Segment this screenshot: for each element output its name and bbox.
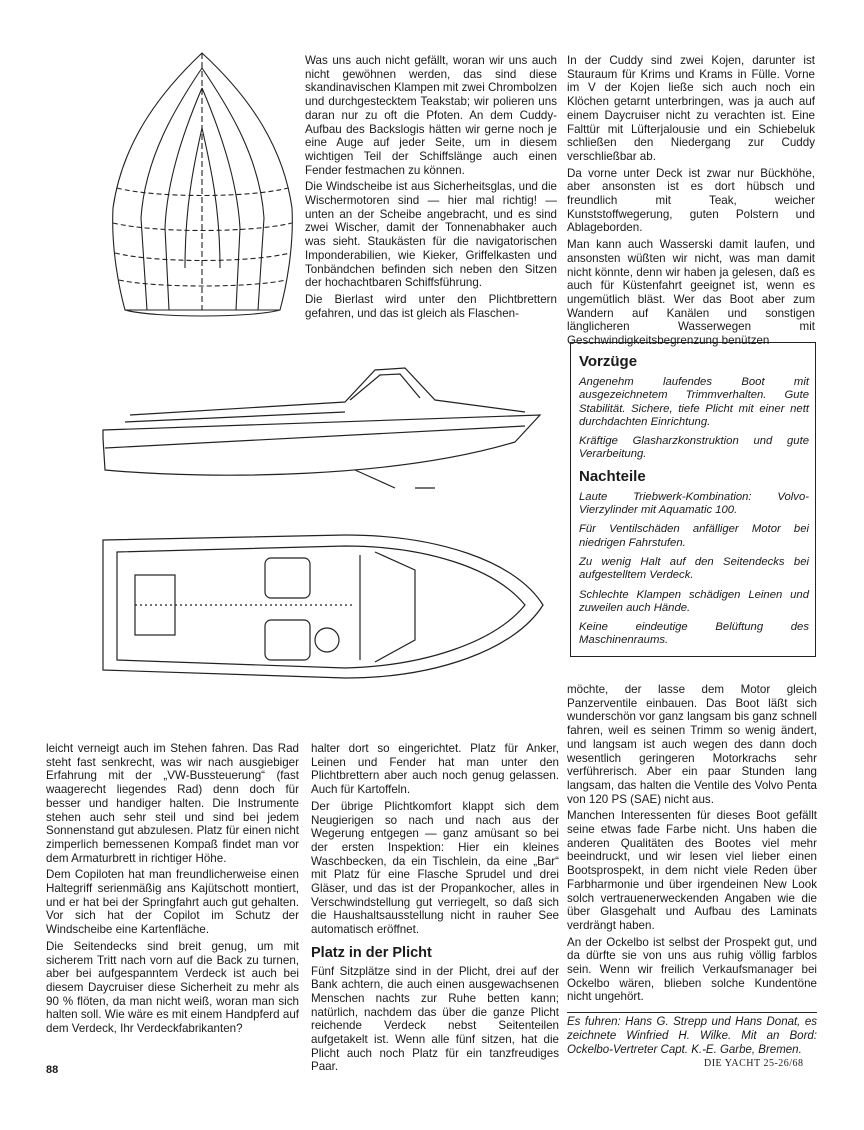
paragraph: Man kann auch Wasserski damit laufen, und ansonsten wüßten wir nicht, was man damit nicht könnte, denn wir haben ja gelesen, daß es auch für Küstenfahrt geeignet ist, wenn es ungemütlich bläst. Wer das Boot aber zum Wandern auf Kanälen und sonstigen länglicheren Wasserwegen mit Geschwindigkeitsbegrenzung benützen [567,238,815,348]
article-column-bottom-left [46,742,299,1039]
cons-item: Laute Triebwerk-Kombination: Volvo-Vierzylinder mit Aquamatic 100. [579,490,809,517]
paragraph: halter dort so eingerichtet. Platz für Anker, Leinen und Fender hat man unter den Plichtbrettern aber auch noch genug gelassen. Auch für Kartoffeln. [311,742,559,797]
pros-item: Kräftige Glasharzkonstruktion und gute Verarbeitung. [579,435,809,461]
cons-item: Zu wenig Halt auf den Seitendecks bei aufgestelltem Verdeck. [579,555,809,582]
cons-item: Keine eindeutige Belüftung des Maschinenraums. [579,621,809,647]
paragraph: Dem Copiloten hat man freundlicherweise einen Haltegriff serienmäßig ans Kajütschott montiert, und er hat bei der Springfahrt auch gut gehalten. Vor sich hat der Copilot im Schutz der Windscheibe eine Kartenfläche. [46,868,299,937]
paragraph: Die Bierlast wird unter den Plichtbrettern gefahren, und das ist gleich als Flaschen- [305,292,557,320]
boat-plan-drawing [95,530,550,685]
paragraph: Die Windscheibe ist aus Sicherheitsglas, und die Wischermotoren sind — hier mal richtig! — unten an der Scheibe angebracht, und es sind zwei Wischer, damit der Tonnenabhaker auch was sieht. Staukästen für die navigatorischen Imponderabilien, wie Kieker, Griffelkasten und Tonbändchen befinden sich neben den Sitzen der hochachtbaren Schiffsführung. [305,180,557,290]
section-heading: Platz in der Plicht [311,944,432,961]
article-column-top-right [567,54,815,351]
pros-title: Vorzüge [579,353,638,370]
magazine-footer: DIE YACHT 25-26/68 [704,1058,804,1069]
article-column-top-middle [305,54,557,323]
paragraph: Da vorne unter Deck ist zwar nur Bückhöhe, aber ansonsten ist es dort hübsch und freundlich mit Teak, weicher Kunststoffwegerung, guten Polstern und Ablageborden. [567,166,815,235]
hull-lines-drawing [105,48,300,323]
paragraph: Fünf Sitzplätze sind in der Plicht, drei auf der Bank achtern, die auch einen ausgewachsenen Menschen nachts zur Ruhe betten kann; natürlich, nachdem das über die ganze Plicht reichende Verdeck nebst Seitenteilen aufgetakelt ist. Wenn alle fünf sitzen, hat die Plicht auch noch Platz für ein tanzfreudiges Paar. [311,964,559,1074]
credit-line: Es fuhren: Hans G. Strepp und Hans Donat, es zeichnete Winfried H. Wilke. Mit an Bord: Ockelbo-Vertreter Capt. K.-E. Garbe, Bremen. [567,1012,817,1057]
cons-title: Nachteile [579,467,646,485]
page-number: 88 [46,1064,59,1076]
cons-item: Schlechte Klampen schädigen Leinen und zuweilen auch Hände. [579,588,809,614]
paragraph: Die Seitendecks sind breit genug, um mit sicherem Tritt nach vorn auf die Back zu turnen, aber bei aufgespanntem Verdeck ist auch bei diesem Daycruiser diese Sicherheit zu mehr als 90 % flöten, da man nicht weiß, woran man sich halten soll. Wie wäre es mit einem Handpferd auf dem Verdeck, Ihr Verdeckfabrikanten? [46,939,299,1036]
paragraph: Der übrige Plichtkomfort klappt sich dem Neugierigen so nach und nach aus der Wegerung entgegen — ganz amüsant so bei der ersten Inspektion: Hier ein kleines Waschbecken, da ein Tischlein, da eine „Bar“ mit Platz für eine Flasche Sprudel und drei Gläser, und das ist der Propankocher, alles in Verschwindstellung gut verriegelt, so daß sich die Haushaltsausstellung nicht in rauher See automatisch eröffnet. [311,799,559,937]
paragraph: Was uns auch nicht gefällt, woran wir uns auch nicht gewöhnen werden, das sind diese skandinavischen Klampen mit zwei Chrombolzen und durchgestecktem Teakstab; wir polieren uns daran nur zu oft die Pfoten. An dem Cuddy-Aufbau des Backslogis hätten wir gerne noch je eine Auge auf jeder Seite, um in diesem wichtigen Teil der Schiffslänge auch einen Fender festmachen zu können. [305,54,557,177]
article-column-bottom-middle [311,742,559,1077]
paragraph: Manchen Interessenten für dieses Boot gefällt seine etwas fade Farbe nicht. Uns haben die anderen Qualitäten des Bootes viel mehr beeindruckt, und wir lesen viel lieber einen Bootsprospekt, in dem nicht viele Reden über Farbharmonie und über irgendeinen New Look solch vertrauenerweckenden Angaben wie die über Glasgehalt und Aufbau des Laminats verdrängt haben. [567,809,817,932]
cons-item: Für Ventilschäden anfälliger Motor bei niedrigen Fahrstufen. [579,523,809,549]
pros-item: Angenehm laufendes Boot mit ausgezeichnetem Trimmverhalten. Gute Stabilität. Sichere, tiefe Plicht mit einer nett durchdachten Einrichtung. [579,376,809,428]
paragraph: möchte, der lasse dem Motor gleich Panzerventile einbauen. Das Boot läßt sich wunderschön vor ganz langsam bis ganz schnell fahren, weil es seinen Trimm so wenig ändert, und langsam ist auch wegen des dann doch wesentlich geringeren Motorkrachs sehr verführerisch. Aber ein paar Stunden lang langsam, das halten die Ventile des Volvo Penta von 120 PS (SAE) nicht aus. [567,683,817,806]
article-column-bottom-right [567,683,817,1057]
paragraph: leicht verneigt auch im Stehen fahren. Das Rad steht fast senkrecht, was wir nach ausgiebiger Erfahrung mit der „VW-Bussteuerung“ (fast waagerecht liegendes Rad) denn doch für besser und handiger halten. Die Instrumente stehen auch sehr steil und sind bei jedem Sonnenstand gut abzulesen. Platz für einen nicht zimperlich bemessenen Kompaß findet man vor dem Armaturbrett in richtiger Höhe. [46,742,299,865]
pros-cons-box [570,342,816,657]
paragraph: In der Cuddy sind zwei Kojen, darunter ist Stauraum für Krims und Krams in Fülle. Vorne im V der Kojen ließe sich auch noch ein Klöchen getarnt unterbringen, was ja auch auf einem Daycruiser nicht zu verachten ist. Eine Falttür mit Lüfterjalousie und ein Schiebeluk schließen den Niedergang zur Cuddy verschließbar ab. [567,54,815,163]
boat-profile-drawing [95,360,555,500]
paragraph: An der Ockelbo ist selbst der Prospekt gut, und da dürfte sie von uns aus ruhig völlig farblos sein. Wenn wir freilich Verkaufsmanager bei Ockelbo wären, blieben solche Kundentöne nicht ungehört. [567,935,817,1004]
